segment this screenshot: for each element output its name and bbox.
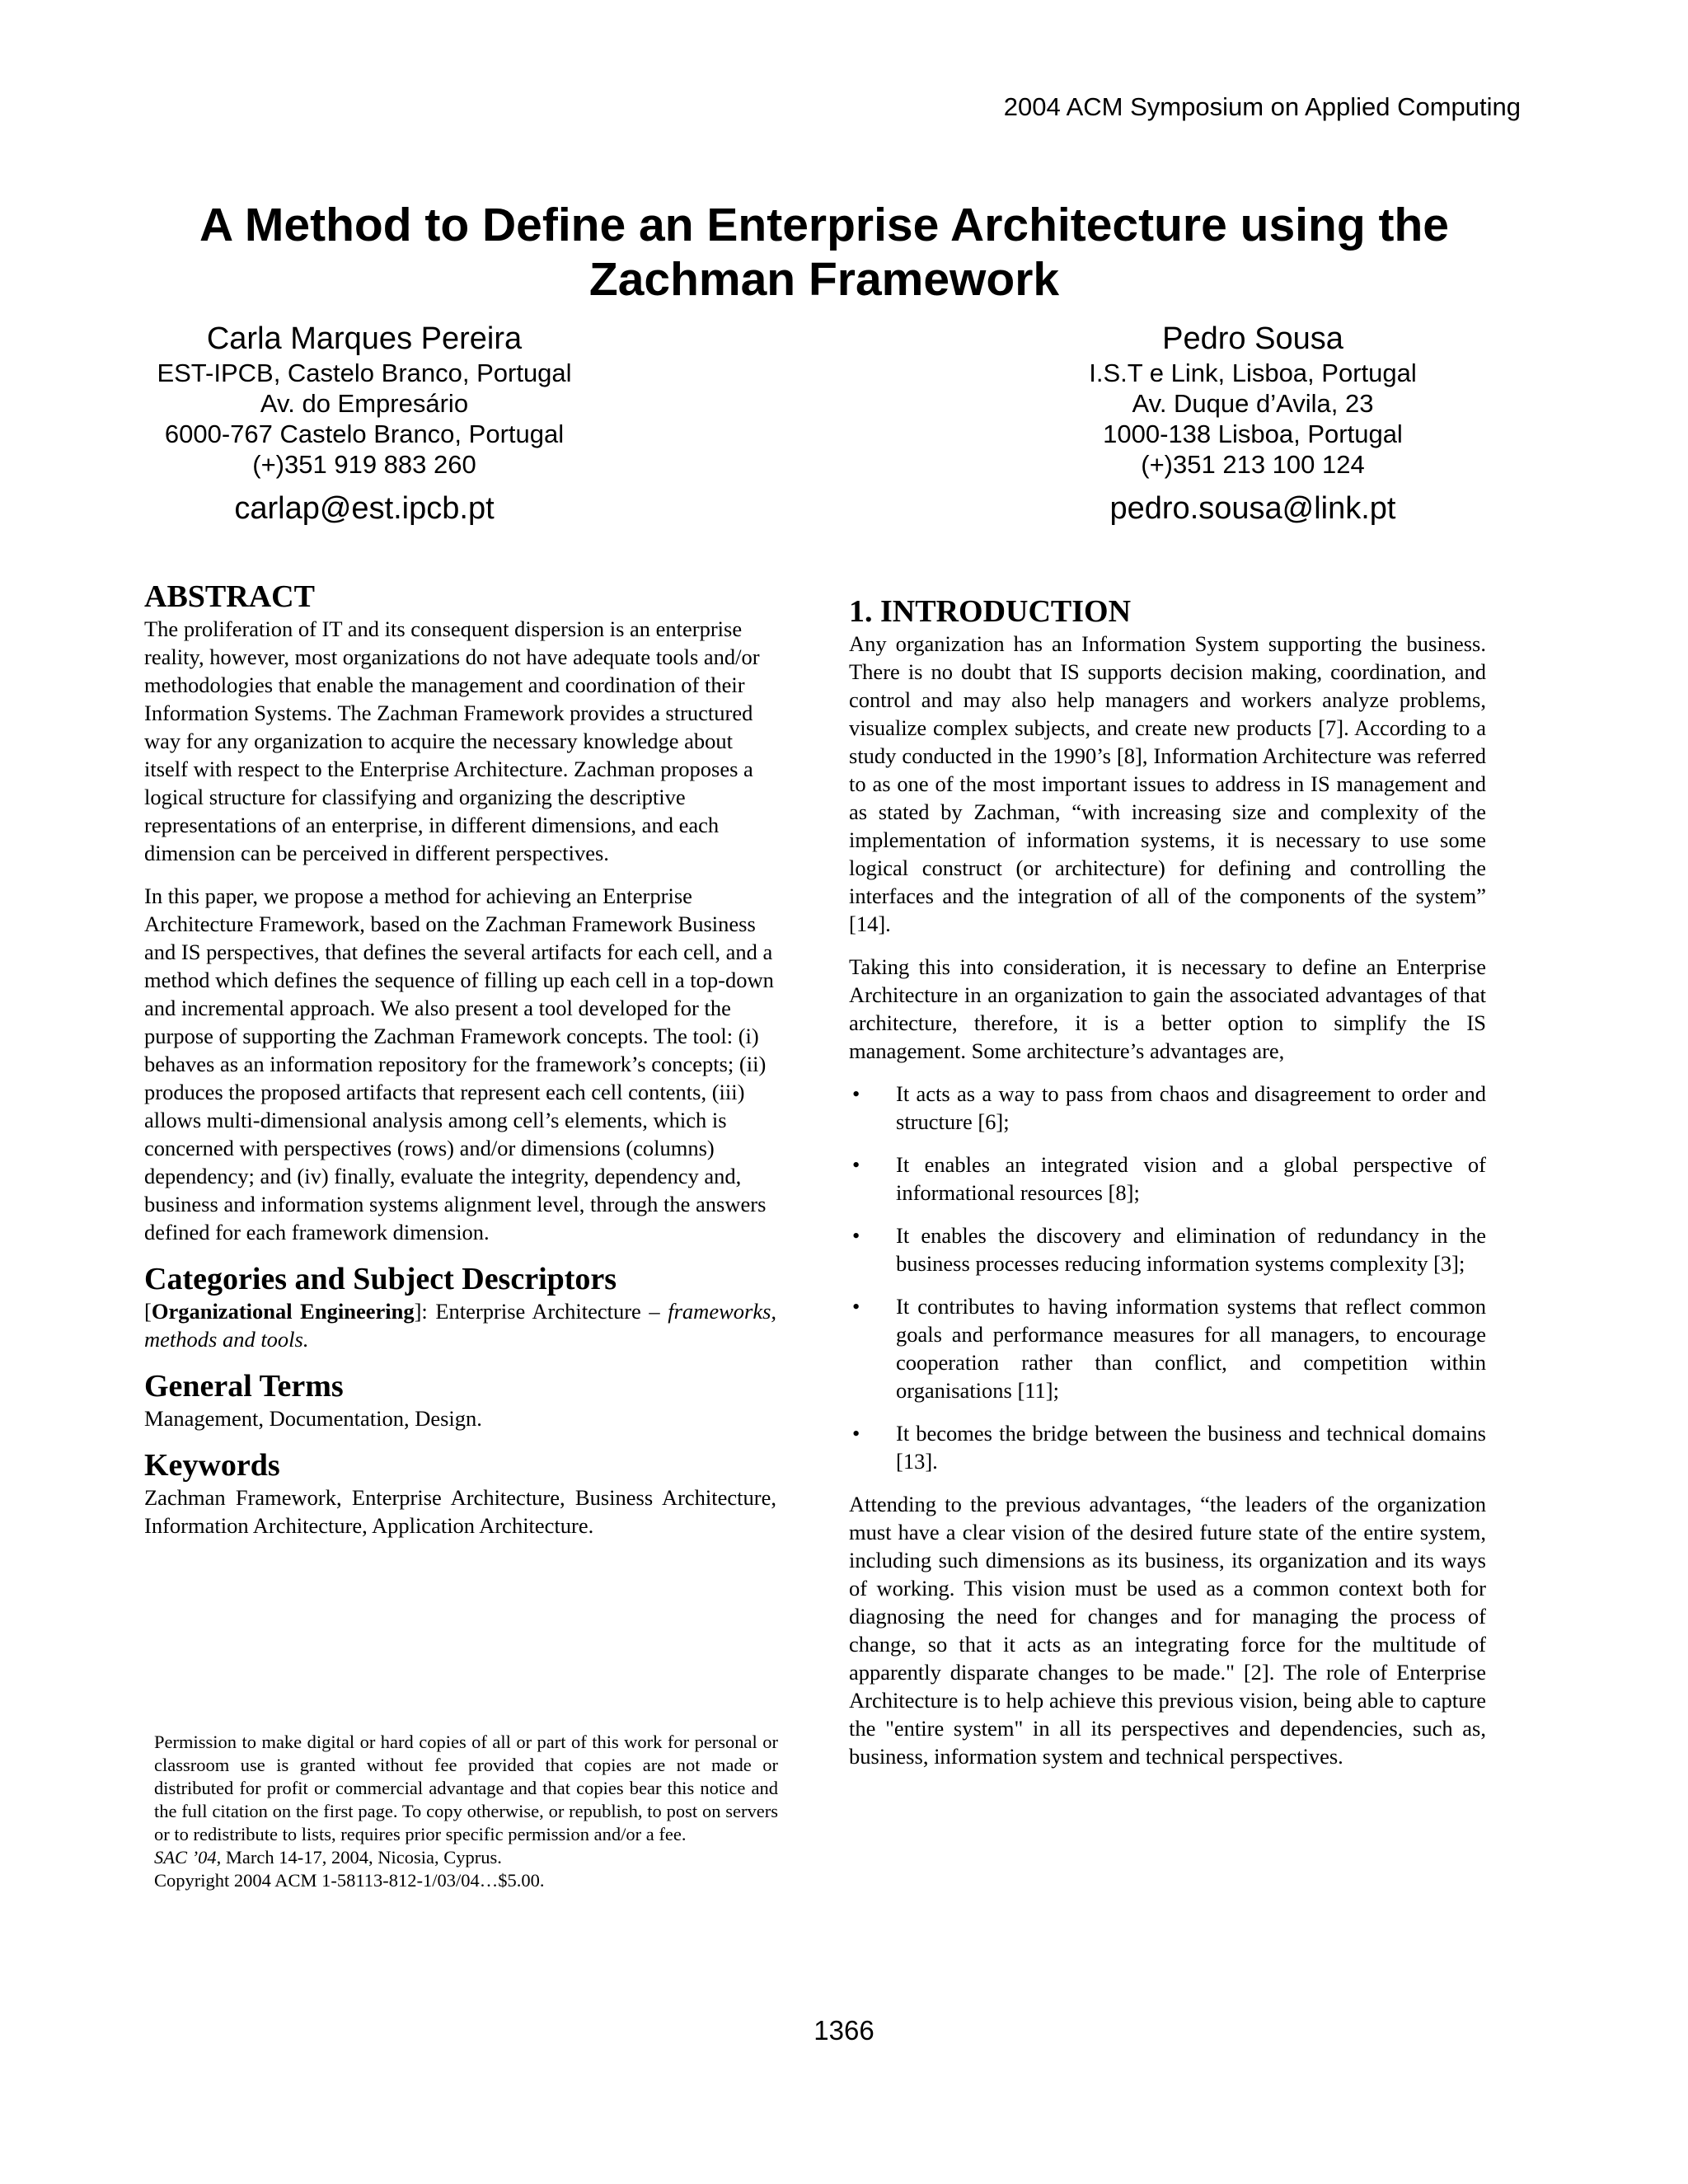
author-phone: (+)351 213 100 124 — [1141, 450, 1365, 479]
author-affiliation: EST-IPCB, Castelo Branco, Portugal — [157, 359, 572, 387]
abstract-paragraph-1: The proliferation of IT and its consequent dispersion is an enterprise reality, however, most organizations do not have adequate tools and/or methodologies that enable the management and coordination of their Information Systems. The Zachman Framework provides a structured way for any organization to acquire the necessary knowledge about itself with respect to the Enterprise Architecture. Zachman proposes a logical structure for classifying and organizing the descriptive representations of an enterprise, in different dimensions, and each dimension can be perceived in different perspectives. — [144, 616, 760, 865]
author-phone: (+)351 919 883 260 — [252, 450, 476, 479]
list-item — [849, 1292, 1486, 1404]
bullet-icon: • — [852, 1421, 860, 1446]
title-line-2: Zachman Framework — [588, 253, 1060, 306]
author-email: carlap@est.ipcb.pt — [234, 491, 495, 526]
bullet-icon: • — [852, 1152, 860, 1177]
venue-italic: SAC ’04 — [154, 1847, 217, 1868]
bullet-icon: • — [852, 1081, 860, 1106]
introduction-paragraph-1: Any organization has an Information System supporting the business. There is no doubt that IS supports decision making, coordination, and control and may also help managers and workers analyze problems, visualize complex subjects, and create new products [7]. According to a study conducted in the 1990’s [8], Information Architecture was referred to as one of the most important issues to address in IS management and as stated by Zachman, “with increasing size and complexity of the implementation of information systems, it is necessary to use some logical construct (or architecture) for defining and controlling the interfaces and the integration of all of the components of the system” [14]. — [849, 631, 1486, 936]
page-number: 1366 — [814, 2015, 874, 2046]
author-city: 6000-767 Castelo Branco, Portugal — [164, 419, 565, 448]
title-line-1: A Method to Define an Enterprise Architecture using the — [199, 199, 1449, 251]
venue-line — [154, 1846, 778, 1869]
author-street: Av. Duque d’Avila, 23 — [1132, 389, 1374, 418]
author-block-left — [59, 320, 669, 527]
general-terms-text: Management, Documentation, Design. — [144, 1406, 482, 1431]
paper-title — [115, 198, 1533, 307]
list-item — [849, 1080, 1486, 1136]
list-item — [849, 1221, 1486, 1277]
list-item-text: It enables an integrated vision and a global perspective of informational resources [8]; — [896, 1152, 1486, 1205]
permission-text: Permission to make digital or hard copies of all or part of this work for personal or classroom use is granted without fee provided that copies are not made or distributed for profit or commercial advantage and that copies bear this notice and the full citation on the first page. To copy otherwise, or republish, to post on servers or to redistribute to lists, requires prior specific permission and/or a fee. — [154, 1732, 778, 1844]
introduction-paragraph-2: Taking this into consideration, it is necessary to define an Enterprise Architecture in an organization to gain the associated advantages of that architecture, therefore, it is a better option to simplify the IS management. Some architecture’s advantages are, — [849, 954, 1486, 1063]
author-city: 1000-138 Lisboa, Portugal — [1103, 419, 1403, 448]
copyright-line: Copyright 2004 ACM 1-58113-812-1/03/04…$5.00. — [154, 1870, 545, 1891]
general-terms-heading: General Terms — [144, 1369, 344, 1404]
categories-bold-term: Organizational Engineering — [151, 1299, 415, 1324]
keywords-text: Zachman Framework, Enterprise Architecture, Business Architecture, Information Architecture, Application Architecture. — [144, 1485, 776, 1538]
list-item-text: It acts as a way to pass from chaos and disagreement to order and structure [6]; — [896, 1081, 1486, 1134]
author-email: pedro.sousa@link.pt — [1109, 491, 1396, 526]
left-column — [144, 579, 776, 1540]
right-column — [849, 593, 1486, 1770]
running-head: 2004 ACM Symposium on Applied Computing — [1003, 92, 1521, 121]
abstract-paragraph-2: In this paper, we propose a method for achieving an Enterprise Architecture Framework, based on the Zachman Framework Business and IS perspectives, that defines the several artifacts for each cell, and a method which defines the sequence of filling up each cell in a top-down and incremental approach. We also present a tool developed for the purpose of supporting the Zachman Framework concepts. The tool: (i) behaves as an information repository for the framework’s concepts; (ii) produces the proposed artifacts that represent each cell contents, (iii) allows multi-dimensional analysis among cell’s elements, which is concerned with perspectives (rows) and/or dimensions (columns) dependency; and (iv) finally, evaluate the integrity, dependency and, business and information systems alignment level, through the answers defined for each framework dimension. — [144, 883, 774, 1244]
list-item — [849, 1419, 1486, 1475]
bullet-icon: • — [852, 1223, 860, 1248]
advantages-list — [849, 1080, 1486, 1475]
categories-italic-text: frameworks, methods and tools. — [144, 1299, 777, 1352]
introduction-paragraph-3: Attending to the previous advantages, “the leaders of the organization must have a clear vision of the desired future state of the entire system, including such dimensions as its business, its organization and its ways of working. This vision must be used as a common context both for diagnosing the need for changes and for managing the process of change, so that it acts as an integrating force for the multitude of apparently disparate changes to be made." [2]. The role of Enterprise Architecture is to help achieve this previous vision, being able to capture the "entire system" in all its perspectives and dependencies, such as, business, information system and technical perspectives. — [849, 1492, 1486, 1769]
author-block-right — [948, 320, 1558, 527]
author-affiliation: I.S.T e Link, Lisboa, Portugal — [1089, 359, 1417, 387]
categories-bracket-open: [ — [144, 1299, 152, 1324]
author-name: Carla Marques Pereira — [206, 321, 523, 356]
categories-bracket-close: ]: Enterprise Architecture – — [414, 1299, 660, 1324]
categories-text — [144, 1297, 776, 1353]
list-item — [849, 1151, 1486, 1207]
bullet-icon: • — [852, 1294, 860, 1319]
list-item-text: It enables the discovery and elimination of redundancy in the business processes reducing information systems complexity [3]; — [896, 1223, 1486, 1276]
categories-heading: Categories and Subject Descriptors — [144, 1262, 617, 1296]
author-street: Av. do Empresário — [260, 389, 469, 418]
abstract-heading: ABSTRACT — [144, 579, 315, 614]
list-item-text: It contributes to having information systems that reflect common goals and performance measures for all managers, to encourage cooperation rather than conflict, and competition within organisations [11]; — [896, 1294, 1486, 1403]
venue-rest: , March 14-17, 2004, Nicosia, Cyprus. — [216, 1847, 502, 1868]
author-name: Pedro Sousa — [1162, 321, 1343, 356]
list-item-text: It becomes the bridge between the business and technical domains [13]. — [896, 1421, 1486, 1474]
keywords-heading: Keywords — [144, 1448, 280, 1483]
permission-block — [154, 1731, 778, 1892]
introduction-heading: 1. INTRODUCTION — [849, 594, 1132, 629]
